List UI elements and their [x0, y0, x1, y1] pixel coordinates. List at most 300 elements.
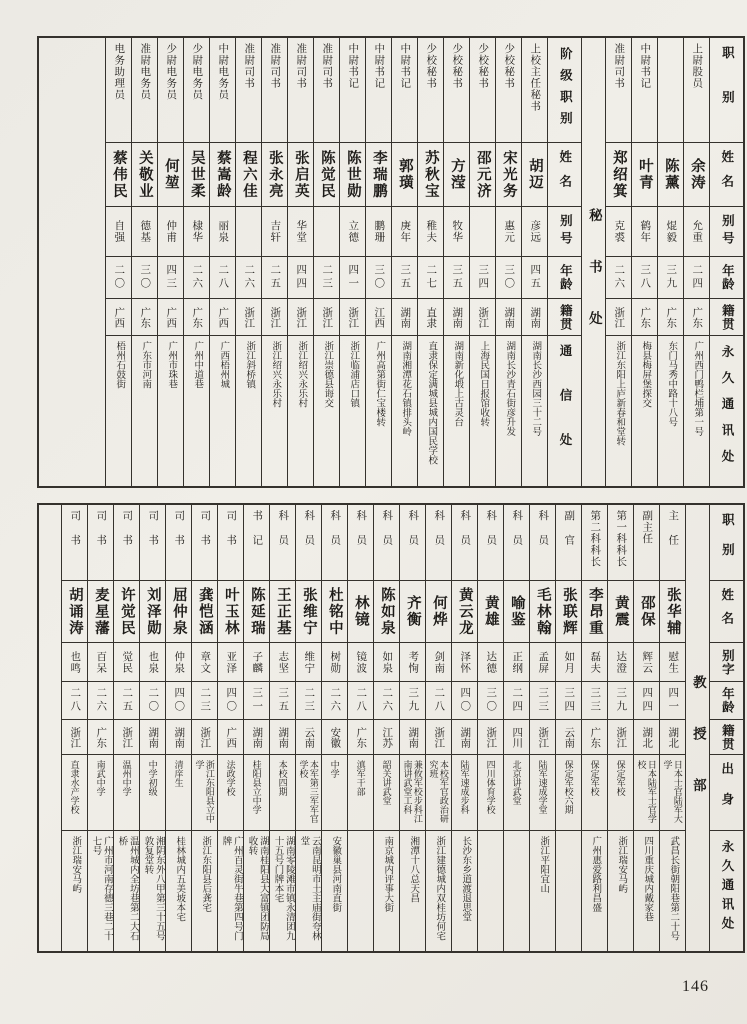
header-cell-address — [710, 335, 743, 485]
cell-age-text: 四〇 — [173, 687, 185, 714]
cell-name — [582, 580, 607, 642]
cell-rank — [374, 505, 399, 580]
cell-origin — [504, 719, 529, 754]
cell-origin — [606, 298, 631, 335]
cell-name-text: 张启英 — [292, 149, 309, 200]
cell-name — [400, 580, 425, 642]
header-cell-name — [710, 580, 743, 642]
cell-alias-text: 达德 — [485, 650, 497, 674]
cell-alias-text: 惠元 — [503, 220, 515, 243]
cell-origin — [522, 298, 547, 335]
cell-age-text: 二五 — [121, 687, 133, 714]
header-cell-rank — [548, 38, 581, 142]
cell-background-text: 中学初级 — [147, 760, 158, 796]
cell-address-text: 湖南长沙西园三十二号 — [530, 341, 541, 436]
cell-age — [374, 681, 399, 719]
header-cell-age — [548, 256, 581, 298]
cell-rank-text: 少尉电务员 — [191, 43, 203, 101]
cell-rank-text: 科员 — [381, 510, 393, 559]
cell-origin — [418, 298, 443, 335]
cell-name — [530, 580, 555, 642]
cell-rank-text: 中尉书记 — [639, 43, 651, 89]
cell-name — [556, 580, 581, 642]
header-cell-rank-text: 职别 — [720, 512, 735, 573]
table-column-黄云龙 — [451, 505, 477, 951]
table-column-张启英 — [287, 38, 313, 486]
cell-rank-text: 少校秘书 — [425, 43, 437, 89]
cell-background — [244, 754, 269, 830]
cell-alias-text: 慰生 — [667, 650, 679, 674]
table-column-许觉民 — [113, 505, 139, 951]
cell-age — [366, 256, 391, 298]
cell-alias — [530, 642, 555, 681]
cell-age-text: 四四 — [295, 264, 307, 291]
cell-name-text: 苏秋宝 — [422, 149, 439, 200]
cell-background-text: 温州中学 — [121, 760, 132, 796]
cell-alias — [444, 206, 469, 256]
cell-rank — [530, 505, 555, 580]
cell-rank — [158, 38, 183, 142]
cell-age-text: 四〇 — [225, 687, 237, 714]
cell-address — [314, 335, 339, 485]
cell-age-text: 二〇 — [147, 687, 159, 714]
cell-rank-text: 科员 — [355, 510, 367, 559]
cell-name-text: 王正基 — [274, 586, 291, 637]
cell-alias-text: 泽怀 — [459, 650, 471, 674]
table-column-喻鉴 — [503, 505, 529, 951]
cell-address-text: 浙江建德城内双桂坊何宅 — [434, 836, 445, 941]
cell-rank — [218, 505, 243, 580]
table-column-张永亮 — [261, 38, 287, 486]
cell-rank — [444, 38, 469, 142]
section-label-secretary-office — [581, 38, 605, 486]
cell-address — [132, 335, 157, 485]
cell-origin-text: 广西 — [113, 306, 125, 328]
cell-origin — [374, 719, 399, 754]
cell-alias-text: 稚夫 — [425, 220, 437, 243]
cell-alias-text: 仲泉 — [173, 650, 185, 674]
cell-origin — [340, 298, 365, 335]
cell-alias — [556, 642, 581, 681]
header-cell-address — [710, 830, 743, 945]
cell-age-text: 二四 — [511, 687, 523, 714]
cell-age — [270, 681, 295, 719]
cell-rank — [452, 505, 477, 580]
cell-name — [522, 142, 547, 206]
cell-address-text: 湖南桂阳县大富镇团防局收转 — [246, 836, 268, 941]
header-cell-alias-text: 别号 — [720, 214, 735, 249]
cell-background-text: 保定军校 — [615, 760, 626, 796]
cell-rank-text: 电务助理员 — [113, 43, 125, 101]
cell-address — [530, 830, 555, 945]
cell-background-text: 浙江东阳县立中学 — [194, 760, 215, 823]
cell-name — [470, 142, 495, 206]
cell-origin-text: 湖南 — [503, 306, 515, 328]
cell-rank — [684, 38, 709, 142]
cell-rank-text: 科员 — [459, 510, 471, 559]
cell-alias — [218, 642, 243, 681]
cell-alias-text: 志坚 — [277, 650, 289, 674]
cell-age-text: 三九 — [615, 687, 627, 714]
cell-name — [184, 142, 209, 206]
header-cell-origin — [710, 719, 743, 754]
cell-origin — [158, 298, 183, 335]
cell-rank-text: 司书 — [69, 510, 81, 559]
cell-age-text: 三三 — [589, 687, 601, 714]
cell-name-text: 余涛 — [688, 158, 705, 191]
cell-age — [296, 681, 321, 719]
cell-age-text: 四四 — [641, 687, 653, 714]
cell-background — [660, 754, 685, 830]
cell-age — [606, 256, 631, 298]
table-column-张华辅 — [659, 505, 685, 951]
cell-address — [522, 335, 547, 485]
cell-origin — [296, 719, 321, 754]
cell-name — [496, 142, 521, 206]
cell-name-text: 齐衡 — [404, 595, 421, 628]
cell-origin — [322, 719, 347, 754]
cell-rank-text: 主任 — [667, 510, 679, 559]
cell-name-text: 陈世勋 — [344, 149, 361, 200]
cell-rank — [340, 38, 365, 142]
cell-alias — [348, 642, 373, 681]
cell-age-text: 二五 — [269, 264, 281, 291]
cell-origin — [62, 719, 87, 754]
section-label-secretary-office-cell — [582, 38, 605, 485]
cell-age-text: 三〇 — [139, 264, 151, 291]
cell-age-text: 二六 — [95, 687, 107, 714]
cell-address — [270, 830, 295, 945]
cell-address-text: 上海民国日报馆收转 — [478, 341, 489, 427]
cell-origin-text: 广东 — [139, 306, 151, 328]
cell-alias-text: 华堂 — [295, 220, 307, 243]
cell-background-text: 本校四期 — [277, 760, 288, 796]
cell-age — [158, 256, 183, 298]
table-column-陈觉民 — [313, 38, 339, 486]
cell-origin-text: 湖南 — [451, 306, 463, 328]
cell-name — [106, 142, 131, 206]
cell-alias-text: 也鸣 — [69, 650, 81, 674]
cell-rank — [660, 505, 685, 580]
cell-origin — [192, 719, 217, 754]
cell-background — [530, 754, 555, 830]
cell-origin — [582, 719, 607, 754]
cell-age — [632, 256, 657, 298]
cell-age-text: 三五 — [277, 687, 289, 714]
empty-column — [39, 38, 105, 486]
cell-background-text: 保定军校 — [589, 760, 600, 796]
cell-rank-text: 科员 — [277, 510, 289, 559]
cell-age-text: 三九 — [665, 264, 677, 291]
cell-age-text: 三八 — [639, 264, 651, 291]
cell-background-text: 兼攸军校步科江南讲武堂工科 — [402, 760, 423, 823]
cell-address — [470, 335, 495, 485]
cell-alias — [632, 206, 657, 256]
cell-origin-text: 湖北 — [667, 726, 679, 748]
header-cell-origin-text: 籍贯 — [558, 303, 573, 331]
cell-origin-text: 浙江 — [615, 726, 627, 748]
cell-background — [296, 754, 321, 830]
cell-rank-text: 准尉司书 — [613, 43, 625, 89]
cell-rank — [184, 38, 209, 142]
cell-address — [504, 830, 529, 945]
header-cell-alias-text: 别字 — [720, 648, 735, 676]
table-column-胡诵涛 — [61, 505, 87, 951]
cell-age — [504, 681, 529, 719]
cell-origin — [556, 719, 581, 754]
cell-rank-text: 中尉书记 — [347, 43, 359, 89]
header-cell-alias-text: 别号 — [558, 214, 573, 249]
cell-address-text: 广州中道巷 — [192, 341, 203, 389]
cell-name — [340, 142, 365, 206]
cell-rank — [582, 505, 607, 580]
cell-background — [114, 754, 139, 830]
cell-rank — [418, 38, 443, 142]
cell-alias-text: 正纲 — [511, 650, 523, 674]
cell-alias-text: 孟屏 — [537, 650, 549, 674]
cell-age — [140, 681, 165, 719]
header-cell-age-text: 年龄 — [720, 687, 735, 714]
cell-name — [392, 142, 417, 206]
cell-name — [366, 142, 391, 206]
cell-origin-text: 广东 — [355, 726, 367, 748]
cell-age-text: 四三 — [165, 264, 177, 291]
cell-name-text: 张联辉 — [560, 586, 577, 637]
table-column-杜铭中 — [321, 505, 347, 951]
cell-address — [62, 830, 87, 945]
cell-name — [262, 142, 287, 206]
cell-name-text: 张永亮 — [266, 149, 283, 200]
cell-alias — [270, 642, 295, 681]
cell-age — [322, 681, 347, 719]
cell-rank — [210, 38, 235, 142]
cell-name — [684, 142, 709, 206]
cell-name — [478, 580, 503, 642]
cell-origin-text: 浙江 — [321, 306, 333, 328]
cell-address — [140, 830, 165, 945]
cell-alias — [684, 206, 709, 256]
cell-address-text: 广州西门鸭栏埔第一号 — [692, 341, 703, 436]
cell-rank-text: 科员 — [485, 510, 497, 559]
header-cell-origin-text: 籍贯 — [720, 723, 735, 751]
cell-alias — [140, 642, 165, 681]
header-cell-address-text: 通信处 — [558, 343, 572, 478]
header-cell-name — [710, 142, 743, 206]
cell-address-text: 梅县梅屏堡探交 — [640, 341, 651, 408]
cell-age — [348, 681, 373, 719]
cell-rank — [366, 38, 391, 142]
cell-origin — [270, 719, 295, 754]
cell-address-text: 东门马秀中路十八号 — [666, 341, 677, 427]
table-column-张维宁 — [295, 505, 321, 951]
cell-origin — [348, 719, 373, 754]
cell-name-text: 黄雄 — [482, 595, 499, 628]
section-label-professor-dept-cell — [686, 505, 709, 950]
cell-origin-text: 浙江 — [477, 306, 489, 328]
cell-name-text: 杜铭中 — [326, 586, 343, 637]
cell-address — [166, 830, 191, 945]
cell-age-text: 三三 — [537, 687, 549, 714]
cell-age-text: 二八 — [69, 687, 81, 714]
header-cell-address — [548, 335, 581, 485]
cell-address — [288, 335, 313, 485]
cell-rank-text: 准尉电务员 — [139, 43, 151, 101]
page-number: 146 — [682, 978, 709, 995]
cell-address-text: 广州市河南存德三巷二十七号 — [90, 836, 112, 941]
cell-address-text: 长沙东乡道渡退思堂 — [460, 836, 471, 922]
cell-rank-text: 少尉电务员 — [165, 43, 177, 101]
cell-address — [322, 830, 347, 945]
cell-background-text: 日本士官陆军大学 — [662, 760, 683, 823]
cell-origin — [218, 719, 243, 754]
cell-rank — [106, 38, 131, 142]
cell-name — [452, 580, 477, 642]
cell-alias-text: 章文 — [199, 650, 211, 674]
cell-name-text: 蔡伟民 — [110, 149, 127, 200]
table-column-何烨 — [425, 505, 451, 951]
cell-age — [608, 681, 633, 719]
cell-name — [314, 142, 339, 206]
cell-address — [452, 830, 477, 945]
cell-name-text: 黄震 — [612, 595, 629, 628]
cell-origin — [530, 719, 555, 754]
cell-address-text: 湖南新化塅上古灵台 — [452, 341, 463, 427]
cell-alias-text: 彦远 — [529, 220, 541, 243]
cell-background-text: 直隶水产学校 — [69, 760, 80, 814]
cell-age-text: 二七 — [425, 264, 437, 291]
cell-rank-text: 准尉司书 — [295, 43, 307, 89]
cell-rank-text: 科员 — [303, 510, 315, 559]
cell-name-text: 张维宁 — [300, 586, 317, 637]
cell-origin-text: 浙江 — [269, 306, 281, 328]
cell-origin-text: 广东 — [191, 306, 203, 328]
cell-rank — [270, 505, 295, 580]
cell-alias-text: 吉轩 — [269, 220, 281, 243]
cell-age — [556, 681, 581, 719]
cell-alias — [426, 642, 451, 681]
cell-age — [314, 256, 339, 298]
cell-age-text: 二三 — [199, 687, 211, 714]
cell-alias-text: 达澄 — [615, 650, 627, 674]
header-cell-origin — [710, 298, 743, 335]
cell-rank — [132, 38, 157, 142]
cell-age — [218, 681, 243, 719]
cell-rank-text: 科员 — [329, 510, 341, 559]
cell-background — [634, 754, 659, 830]
cell-background — [348, 754, 373, 830]
cell-age — [88, 681, 113, 719]
cell-address — [106, 335, 131, 485]
cell-rank — [192, 505, 217, 580]
cell-alias — [236, 206, 261, 256]
cell-name — [236, 142, 261, 206]
cell-address-text: 广州高第街仁宝楼转 — [374, 341, 385, 427]
cell-origin-text: 湖南 — [173, 726, 185, 748]
cell-address — [114, 830, 139, 945]
cell-origin-text: 直隶 — [425, 306, 437, 328]
cell-address — [184, 335, 209, 485]
cell-rank — [522, 38, 547, 142]
header-cell-age-text: 年龄 — [720, 264, 735, 291]
cell-background-text: 中学 — [329, 760, 340, 778]
cell-origin — [444, 298, 469, 335]
cell-address-text: 南京城内评事大街 — [382, 836, 393, 912]
cell-alias — [606, 206, 631, 256]
cell-background-text: 四川体育学校 — [485, 760, 496, 814]
cell-age — [634, 681, 659, 719]
cell-address — [556, 830, 581, 945]
table-column-王正基 — [269, 505, 295, 951]
cell-background — [608, 754, 633, 830]
cell-name — [270, 580, 295, 642]
cell-address-text: 浙江临浦店口镇 — [348, 341, 359, 408]
table-column-李昂重 — [581, 505, 607, 951]
cell-name-text: 方滢 — [448, 158, 465, 191]
cell-alias-text: 辉云 — [641, 650, 653, 674]
cell-address — [658, 335, 683, 485]
cell-background — [504, 754, 529, 830]
cell-age — [132, 256, 157, 298]
cell-origin-text: 浙江 — [433, 726, 445, 748]
cell-alias-text: 仲甫 — [165, 220, 177, 243]
table-column-李瑞鹏 — [365, 38, 391, 486]
cell-address-text: 广州惠爱路利昌盛 — [590, 836, 601, 912]
cell-origin — [496, 298, 521, 335]
cell-origin — [634, 719, 659, 754]
table-column-邵保 — [633, 505, 659, 951]
cell-origin — [140, 719, 165, 754]
cell-name-text: 陈薰 — [662, 158, 679, 191]
cell-address-text: 浙江崇德县诲交 — [322, 341, 333, 408]
cell-origin-text: 广西 — [225, 726, 237, 748]
cell-origin-text: 云南 — [303, 726, 315, 748]
cell-background — [452, 754, 477, 830]
cell-address-text: 湘潭十八总天昌 — [408, 836, 419, 903]
cell-alias — [504, 642, 529, 681]
cell-address — [632, 335, 657, 485]
cell-name — [632, 142, 657, 206]
cell-address-text: 湖南湘潭花石镇排头岭 — [400, 341, 411, 436]
cell-rank — [314, 38, 339, 142]
cell-age — [288, 256, 313, 298]
cell-origin — [366, 298, 391, 335]
cell-origin — [236, 298, 261, 335]
cell-origin — [184, 298, 209, 335]
header-cell-age-text: 年龄 — [558, 264, 573, 291]
cell-name-text: 邵元济 — [474, 149, 491, 200]
cell-name-text: 林镜 — [352, 595, 369, 628]
cell-alias — [62, 642, 87, 681]
header-cell-address-text: 永久通讯处 — [720, 840, 734, 936]
cell-age — [166, 681, 191, 719]
cell-rank-text: 第一科科长 — [615, 510, 627, 568]
cell-background-text: 保定军校六期 — [563, 760, 574, 814]
cell-alias — [166, 642, 191, 681]
cell-rank — [392, 38, 417, 142]
cell-address — [582, 830, 607, 945]
cell-alias-text: 百呆 — [95, 650, 107, 674]
table-column-陈薰 — [657, 38, 683, 486]
cell-rank — [114, 505, 139, 580]
cell-alias-text: 焜毅 — [665, 220, 677, 243]
cell-origin-text: 广西 — [165, 306, 177, 328]
cell-rank — [496, 38, 521, 142]
cell-background — [478, 754, 503, 830]
cell-age — [530, 681, 555, 719]
cell-address-text: 广东市河南 — [140, 341, 151, 389]
cell-address — [158, 335, 183, 485]
cell-background — [166, 754, 191, 830]
